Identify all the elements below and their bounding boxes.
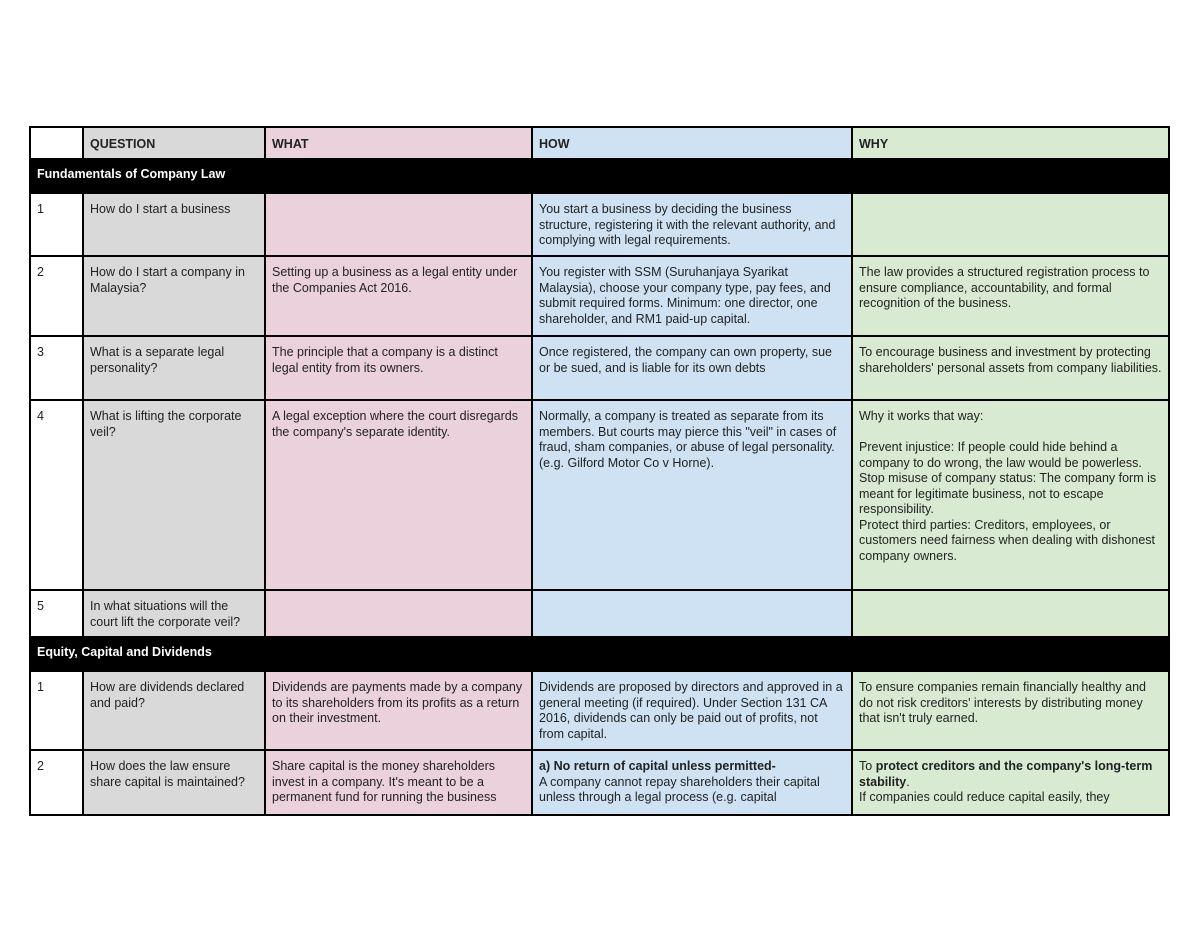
why-cell: Why it works that way: Prevent injustice: If people could hide behind a company to do wrong, the law would be powerless. Stop misuse of company status: The company form is meant for legitimate business, not to escape responsibility. Protect third parties: Creditors, employees, or customers need fairness when dealing with dishonest company owners. [852, 400, 1169, 590]
how-cell: You register with SSM (Suruhanjaya Syarikat Malaysia), choose your company type, pay fees, and submit required forms. Minimum: one director, one shareholder, and RM1 paid-up capital. [532, 256, 852, 336]
question-cell: In what situations will the court lift the corporate veil? [83, 590, 265, 637]
header-question: QUESTION [83, 127, 265, 159]
why-suffix: . [906, 774, 910, 789]
section-title: Equity, Capital and Dividends [30, 637, 1169, 671]
question-cell: How do I start a company in Malaysia? [83, 256, 265, 336]
how-cell [532, 590, 852, 637]
why-prefix: To [859, 759, 876, 773]
what-cell: A legal exception where the court disregards the company's separate identity. [265, 400, 532, 590]
header-how: HOW [532, 127, 852, 159]
header-num [30, 127, 83, 159]
section-row-equity [30, 637, 1169, 671]
why-cell [852, 750, 1169, 815]
what-cell: Setting up a business as a legal entity under the Companies Act 2016. [265, 256, 532, 336]
question-cell: What is lifting the corporate veil? [83, 400, 265, 590]
row-number: 1 [30, 193, 83, 256]
question-cell: How are dividends declared and paid? [83, 671, 265, 750]
header-row [30, 127, 1169, 159]
header-why: WHY [852, 127, 1169, 159]
row-number: 2 [30, 750, 83, 815]
table-row [30, 671, 1169, 750]
why-cell: To encourage business and investment by protecting shareholders' personal assets from company liabilities. [852, 336, 1169, 400]
why-cell: The law provides a structured registration process to ensure compliance, accountability, and formal recognition of the business. [852, 256, 1169, 336]
table-row [30, 193, 1169, 256]
how-text: A company cannot repay shareholders their capital unless through a legal process (e.g. capital [539, 774, 820, 804]
what-cell: Dividends are payments made by a company to its shareholders from its profits as a return on their investment. [265, 671, 532, 750]
company-law-table [29, 126, 1170, 816]
table-row [30, 750, 1169, 815]
row-number: 5 [30, 590, 83, 637]
why-emphasis: protect creditors and the company's long-term stability [859, 759, 1153, 789]
what-cell: Share capital is the money shareholders invest in a company. It's meant to be a permanent fund for running the business [265, 750, 532, 815]
row-number: 3 [30, 336, 83, 400]
section-title: Fundamentals of Company Law [30, 159, 1169, 193]
how-cell: Normally, a company is treated as separate from its members. But courts may pierce this "veil" in cases of fraud, sham companies, or abuse of legal personality. (e.g. Gilford Motor Co v Horne). [532, 400, 852, 590]
what-cell: The principle that a company is a distinct legal entity from its owners. [265, 336, 532, 400]
table-row [30, 400, 1169, 590]
how-cell: Once registered, the company can own property, sue or be sued, and is liable for its own debts [532, 336, 852, 400]
how-cell: You start a business by deciding the business structure, registering it with the relevant authority, and complying with legal requirements. [532, 193, 852, 256]
why-cell [852, 590, 1169, 637]
what-cell [265, 193, 532, 256]
how-cell [532, 750, 852, 815]
header-what: WHAT [265, 127, 532, 159]
why-cell [852, 193, 1169, 256]
section-row-fundamentals [30, 159, 1169, 193]
row-number: 2 [30, 256, 83, 336]
table-row [30, 256, 1169, 336]
question-cell: How do I start a business [83, 193, 265, 256]
table-row [30, 590, 1169, 637]
how-cell: Dividends are proposed by directors and approved in a general meeting (if required). Under Section 131 CA 2016, dividends can only be paid out of profits, not from capital. [532, 671, 852, 750]
question-cell: What is a separate legal personality? [83, 336, 265, 400]
what-cell [265, 590, 532, 637]
how-heading: a) No return of capital unless permitted- [539, 759, 776, 773]
row-number: 1 [30, 671, 83, 750]
table-row [30, 336, 1169, 400]
question-cell: How does the law ensure share capital is maintained? [83, 750, 265, 815]
why-text: If companies could reduce capital easily, they [859, 790, 1110, 804]
row-number: 4 [30, 400, 83, 590]
why-cell: To ensure companies remain financially healthy and do not risk creditors' interests by distributing money that isn't truly earned. [852, 671, 1169, 750]
